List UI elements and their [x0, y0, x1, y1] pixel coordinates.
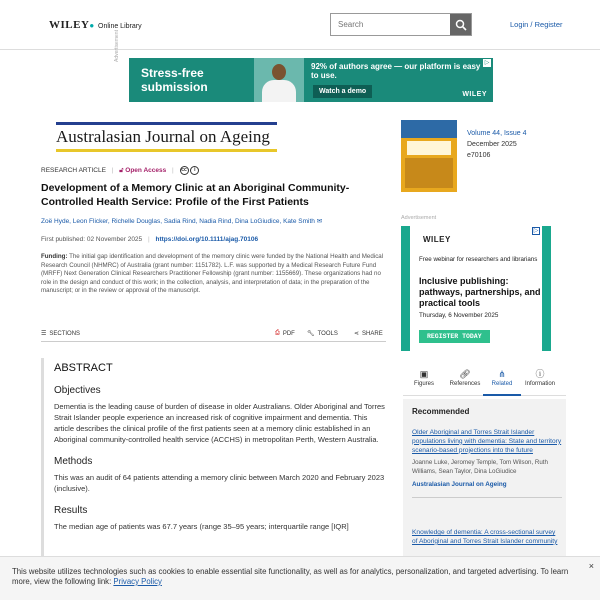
ad-info-icon[interactable]: ▷ [533, 228, 539, 234]
article-type: RESEARCH ARTICLE [41, 167, 106, 175]
ad-side-label: Advertisement [114, 30, 120, 62]
issue-volume-link[interactable]: Volume 44, Issue 4 [467, 130, 527, 137]
share-icon: ⋖ [354, 331, 360, 337]
list-item [412, 529, 562, 547]
ad-brand: WILEY [462, 91, 487, 98]
tools-label: TOOLS [317, 330, 338, 337]
top-advertisement[interactable] [129, 58, 493, 102]
side-ad-label: Advertisement [401, 215, 437, 221]
library-name: Online Library [98, 23, 142, 30]
funding-text: The initial gap identification and development of the memory clinic were funded by the National Health and Medical Research Council (NHMRC) of Australia (grant number: 1151782). L.F. was supported by a Medical Research Future Fund (MRFF) Next Generation Clinical Researchers Practitioner Fellowship (grant number: 1155669). These organizations had no role in the design and conduct of this work; in the collection, analysis, and interpretation of data; in the preparation of the manuscript; or in the review or approval of the manuscript. [41, 253, 384, 294]
funding-statement [41, 253, 387, 296]
recommended-article-link[interactable]: Older Aboriginal and Torres Strait Islander populations living with dementia: State and territory scenario-based projections into the future [412, 429, 562, 454]
open-access-label: Open Access [125, 167, 167, 175]
article-title: Development of a Memory Clinic at an Aboriginal Community-Controlled Health Service: Profile of the First Patients [41, 182, 350, 208]
issue-date: December 2025 [467, 141, 517, 148]
ad-person-image [254, 58, 304, 102]
tab-label: Figures [413, 381, 434, 387]
doi-link[interactable]: https://doi.org/10.1111/ajag.70106 [155, 236, 259, 243]
image-icon: ▣ [419, 369, 429, 379]
abstract-title: ABSTRACT [54, 362, 113, 374]
wiley-logo[interactable] [49, 19, 142, 31]
authors-text[interactable]: Zoë Hyde, Leon Flicker, Richelle Douglas, Sadia Rind, Nadia Rind, Dina LoGiudice, Kate Smith [41, 218, 315, 225]
side-advertisement[interactable] [401, 226, 551, 351]
register-today-button[interactable]: REGISTER TODAY [419, 330, 490, 343]
recommended-authors: Joanne Luke, Jeromey Temple, Tom Wilson, Ruth Williams, Sean Taylor, Dina LoGiudice [412, 459, 548, 475]
methods-text: This was an audit of 64 patients attending a memory clinic between March 2020 and February 2023 (inclusive). [54, 473, 385, 493]
recommended-title: Recommended [412, 407, 470, 416]
separator: | [172, 167, 174, 175]
journal-title: Australasian Journal on Ageing [56, 127, 270, 146]
info-icon: ⓘ [535, 369, 545, 379]
abstract-section [41, 358, 386, 558]
issue-info [467, 128, 527, 161]
email-icon[interactable]: ✉ [316, 218, 323, 225]
privacy-policy-link[interactable]: Privacy Policy [113, 577, 162, 586]
top-bar [0, 0, 600, 50]
brand-name: WILEY [49, 19, 90, 31]
tab-label: Related [491, 381, 513, 387]
share-button[interactable] [354, 330, 383, 337]
journal-banner-top-bar [56, 122, 277, 125]
article-toolbar [41, 326, 386, 342]
sections-label: SECTIONS [49, 330, 81, 337]
journal-banner[interactable] [56, 122, 277, 155]
author-list [41, 217, 386, 225]
recommended-journal-link[interactable]: Australasian Journal on Ageing [412, 481, 507, 489]
separator: | [111, 167, 114, 175]
pdf-label: PDF [282, 330, 295, 337]
side-ad-headline: Inclusive publishing: pathways, partnerships, and practical tools [419, 276, 541, 308]
side-ad-date: Thursday, 6 November 2025 [419, 312, 499, 319]
search-box [330, 13, 472, 36]
results-text: The median age of patients was 67.7 years (range 35–95 years; interquartile range [IQR] [54, 522, 349, 531]
list-item [412, 429, 562, 498]
link-icon: 🔗︎ [459, 369, 471, 379]
tab-information[interactable] [521, 364, 559, 396]
journal-banner-bottom-bar [56, 149, 277, 152]
tab-label: Information [524, 381, 555, 387]
cookie-text [12, 567, 586, 587]
tab-label: References [449, 381, 481, 387]
tab-figures[interactable] [405, 364, 443, 396]
tools-button[interactable] [307, 330, 338, 337]
funding-label: Funding: [41, 253, 68, 260]
ad-headline-line2: submission [141, 80, 208, 94]
search-icon [455, 19, 467, 31]
cookie-message: This website utilizes technologies such as cookies to enable essential site functionality, as well as for analytics, personalization, and targeted advertising. To learn more, view the following link: [12, 567, 569, 586]
cc-by-icon[interactable]: i [190, 166, 199, 175]
article-meta [41, 166, 199, 175]
ad-stat: 92% of authors agree — our platform is easy to use. [311, 62, 481, 80]
share-label: SHARE [362, 330, 383, 337]
wrench-icon: 🔧︎ [307, 331, 315, 337]
objectives-text: Dementia is the leading cause of burden of disease in older Australians. Older Aboriginal and Torres Strait Islander people experience an increased risk of cognitive impairment and dementia. This article describes the clinical profile of the first patients seen at a memory clinic established in an Aboriginal community-controlled health service (ACCHS) in metropolitan Perth, Western Australia. [54, 402, 385, 444]
cc-license-icon[interactable]: cc [181, 167, 187, 173]
article-number: e70106 [467, 152, 491, 159]
logo-dot-icon: ● [89, 21, 95, 30]
pdf-icon: ⎙ [275, 330, 280, 336]
ad-headline [141, 66, 208, 94]
search-button[interactable] [450, 14, 471, 35]
methods-heading: Methods [54, 456, 93, 467]
ad-close-icon[interactable]: ▷ [484, 60, 490, 66]
ad-cta-button[interactable]: Watch a demo [313, 85, 372, 98]
search-input[interactable] [331, 14, 451, 35]
divider [412, 497, 562, 498]
cookie-banner [0, 556, 600, 600]
publication-info [41, 236, 258, 243]
side-ad-subtitle: Free webinar for researchers and librarians [419, 256, 538, 263]
first-published: First published: 02 November 2025 [41, 236, 143, 243]
tab-references[interactable] [446, 364, 484, 396]
side-ad-brand: WILEY [423, 235, 451, 244]
menu-icon: ☰ [41, 331, 47, 337]
journal-cover-image[interactable] [401, 120, 457, 192]
results-heading: Results [54, 505, 88, 516]
separator: | [147, 236, 150, 243]
recommended-article-link[interactable]: Knowledge of dementia: A cross-sectional survey of Aboriginal and Torres Strait Islander community [412, 529, 558, 545]
pdf-button[interactable] [275, 330, 295, 337]
tab-related[interactable] [483, 364, 521, 396]
side-tabs [403, 364, 566, 396]
sections-button[interactable] [41, 330, 80, 337]
login-register-link[interactable]: Login / Register [510, 20, 563, 29]
close-icon[interactable]: × [588, 561, 594, 571]
open-access-icon: 🔓︎ [119, 167, 124, 175]
ad-headline-line1: Stress-free [141, 66, 204, 80]
objectives-heading: Objectives [54, 385, 101, 396]
network-icon: ⋔ [498, 369, 506, 379]
